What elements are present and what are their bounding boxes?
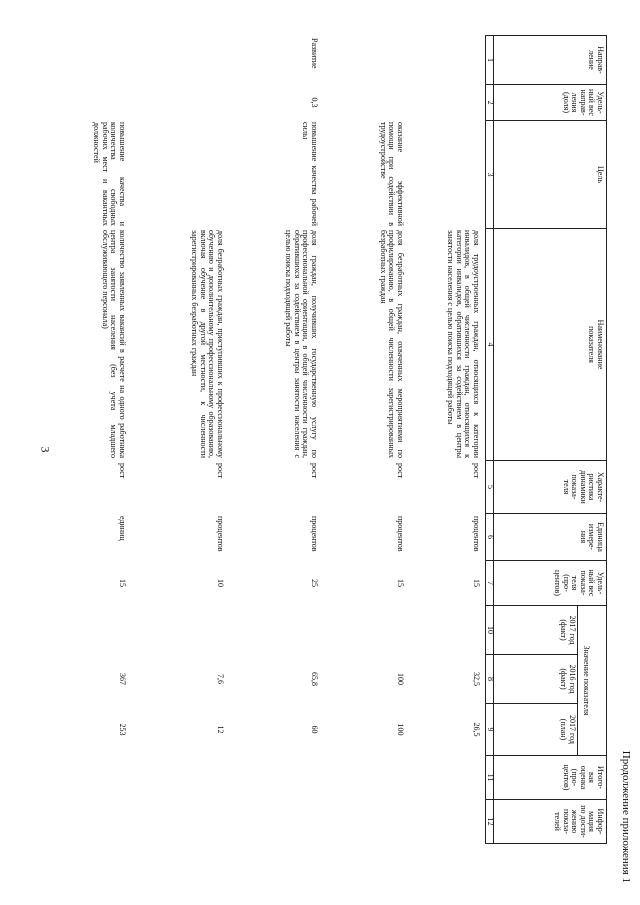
header-indicator-name: Наименование показателя xyxy=(587,319,605,370)
header-achievement-info: Инфор- мация по дости- жению показа- телей xyxy=(553,805,605,838)
unit-value: процентов xyxy=(396,516,405,552)
indicator-name: доля трудоустроенных граждан, относящихся к категории инвалидов, в общей численности граждан, относящихся к категории инвалидов, обратившихся за содействием в центры занятости населения с целью поиска подходящей работы xyxy=(446,230,481,458)
table-top-line xyxy=(606,35,607,843)
header-col-line xyxy=(485,843,607,844)
column-number: 2 xyxy=(486,100,495,105)
column-number: 4 xyxy=(486,342,495,347)
indicator-weight-value: 15 xyxy=(472,579,481,587)
fact-2016-value: 7,6 xyxy=(216,674,225,684)
column-number: 3 xyxy=(486,172,495,177)
plan-2017-value: 100 xyxy=(396,723,405,736)
column-number: 9 xyxy=(486,727,495,732)
header-2017-plan: 2017 год (план) xyxy=(559,715,577,744)
plan-2017-value: 60 xyxy=(310,725,319,734)
continuation-caption: Продолжение приложения 1 xyxy=(620,750,632,883)
dynamics-value: рост xyxy=(216,463,225,479)
header-direction-weight: Удель- ный вес направ- ления (доля) xyxy=(561,89,605,116)
fact-2016-value: 65,8 xyxy=(310,672,319,686)
column-number: 12 xyxy=(486,817,495,826)
column-number: 6 xyxy=(486,535,495,539)
indicator-name: доля безработных граждан, приступивших к профессиональному обучению и дополнительному профессиональному образованию, включая обучение в другой местности, к численности зарегистрированных безработных граждан xyxy=(190,230,225,458)
header-dynamics: Характе- ристика динамики показа- теля xyxy=(561,470,605,504)
unit-value: процентов xyxy=(472,516,481,552)
dynamics-value: рост xyxy=(310,463,319,479)
indicator-name: доля безработных граждан, охваченных мероприятиями по профилированию, в общей численности зарегистрированных безработных граждан xyxy=(378,230,405,458)
plan-2017-value: 12 xyxy=(216,725,225,734)
header-goal: Цель xyxy=(596,166,605,183)
column-number: 1 xyxy=(486,58,495,62)
column-number: 7 xyxy=(486,581,495,585)
page-number: 3 xyxy=(38,446,53,453)
dynamics-value: рост xyxy=(472,463,481,479)
header-indicator-value-group: Значение показателя xyxy=(582,645,591,716)
goal-text: оказание эффективной помощи при содействии в трудоустройстве xyxy=(378,122,405,226)
column-number: 11 xyxy=(486,773,495,782)
header-col-line xyxy=(485,120,607,121)
group-header-line xyxy=(577,605,578,755)
unit-value: единиц xyxy=(118,516,127,541)
header-direction: Направ- ление xyxy=(587,46,605,74)
unit-value: процентов xyxy=(310,516,319,552)
indicator-weight-value: 15 xyxy=(396,579,405,587)
plan-2017-value: 253 xyxy=(118,723,127,736)
fact-2016-value: 367 xyxy=(118,673,127,685)
goal-text: повышение качества рабочей силы xyxy=(301,122,319,226)
header-unit: Единица измере- ния xyxy=(578,522,605,552)
header-2016-fact: 2016 год (факт) xyxy=(559,664,577,694)
fact-2016-value: 100 xyxy=(396,673,405,685)
header-total-score: Итого- вая оценка (про- центов) xyxy=(561,764,605,791)
direction-name: Развитие xyxy=(310,38,319,69)
plan-2017-value: 26,5 xyxy=(472,722,481,737)
dynamics-value: рост xyxy=(118,463,127,479)
dynamics-value: рост xyxy=(396,463,405,479)
column-number: 5 xyxy=(486,485,495,489)
column-number: 10 xyxy=(486,626,495,634)
indicator-name: доля граждан, получивших государственную услугу по профессиональной ориентации, в общей численности граждан, обратившихся за содействием в центры занятости населения с целью поиска подходящей работы xyxy=(284,230,319,458)
indicator-weight-value: 10 xyxy=(216,579,225,587)
unit-value: процентов xyxy=(216,516,225,552)
column-number: 8 xyxy=(486,677,495,681)
indicator-weight-value: 15 xyxy=(118,579,127,587)
indicator-name: количество заявленных вакансий в расчете на одного работника центра занятости населения (без учета младшего обслуживающего персонала) xyxy=(100,230,127,458)
goal-text: повышение качества и количества свободных рабочих мест и вакантных должностей xyxy=(92,122,127,226)
fact-2016-value: 32,5 xyxy=(472,672,481,686)
direction-weight-value: 0,3 xyxy=(310,97,319,108)
indicator-weight-value: 25 xyxy=(310,579,319,587)
header-2017-fact: 2017 год (факт) xyxy=(559,615,577,645)
header-indicator-weight: Удель- ный вес показа- теля (про- центов) xyxy=(553,569,605,597)
